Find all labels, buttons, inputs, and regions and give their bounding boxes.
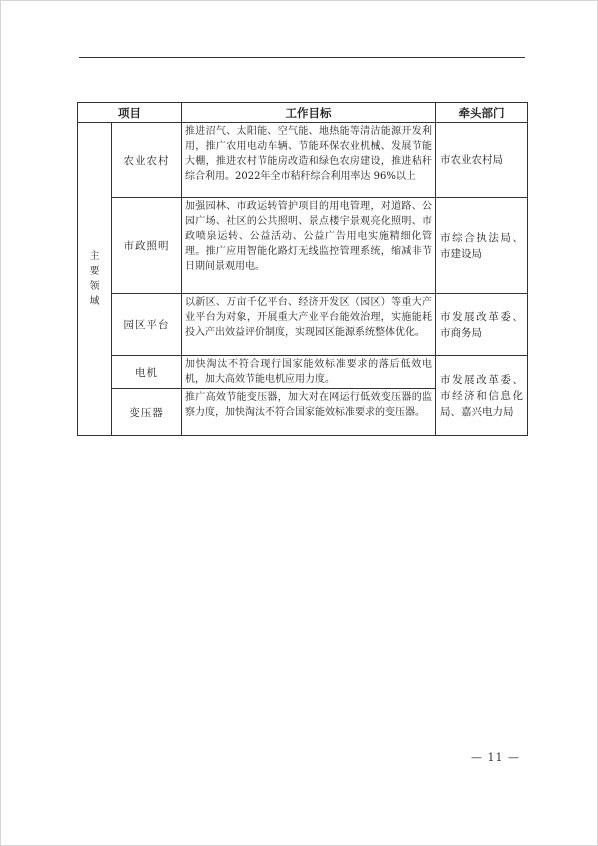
table-row (78, 123, 528, 198)
dept-cell: 市综合执法局、市建设局 (436, 198, 528, 294)
table-row (78, 198, 528, 294)
item-cell: 电机 (112, 356, 182, 389)
header-dept: 牵头部门 (436, 103, 528, 123)
goal-cell: 推广高效节能变压器，加大对在网运行低效变压器的监察力度，加快淘汰不符合国家能效标准要求的变压器。 (182, 389, 436, 436)
item-cell: 市政照明 (112, 198, 182, 294)
goal-cell: 加强园林、市政运转管护项目的用电管理，对道路、公园广场、社区的公共照明、景点楼宇景观亮化照明、市政喷泉运转、公益活动、公益广告用电实施精细化管理。推广应用智能化路灯无线监控管理系统，缩减非节日期间景观用电。 (182, 198, 436, 294)
table-row (78, 356, 528, 389)
header-rule (79, 57, 525, 58)
goal-cell: 加快淘汰不符合现行国家能效标准要求的落后低效电机，加大高效节能电机应用力度。 (182, 356, 436, 389)
dept-cell: 市发展改革委、市商务局 (436, 294, 528, 356)
area-label-char: 要 (89, 266, 100, 277)
header-item: 项目 (78, 103, 182, 123)
main-area-cell (78, 123, 112, 436)
item-cell: 园区平台 (112, 294, 182, 356)
item-cell: 农业农村 (112, 123, 182, 198)
area-label-char: 主 (89, 251, 100, 262)
table-row (78, 294, 528, 356)
area-label-char: 领 (89, 281, 100, 292)
dept-cell: 市发展改革委、市经济和信息化局、嘉兴电力局 (436, 356, 528, 436)
goal-cell: 以新区、万亩千亿平台、经济开发区（园区）等重大产业平台为对象，开展重大产业平台能效治理，实施能耗投入产出效益评价制度，实现园区能源系统整体优化。 (182, 294, 436, 356)
page-number: — 11 — (471, 751, 520, 764)
dept-cell: 市农业农村局 (436, 123, 528, 198)
item-cell: 变压器 (112, 389, 182, 436)
goal-cell: 推进沼气、太阳能、空气能、地热能等清洁能源开发利用，推广农用电动车辆、节能环保农业机械、发展节能大棚，推进农村节能房改造和绿色农房建设，推进秸秆综合利用。2022年全市秸秆综合利用率达 96%以上 (182, 123, 436, 198)
table-header-row (78, 103, 528, 123)
header-goal: 工作目标 (182, 103, 436, 123)
work-target-table (77, 102, 528, 436)
area-label-char: 域 (89, 296, 100, 307)
